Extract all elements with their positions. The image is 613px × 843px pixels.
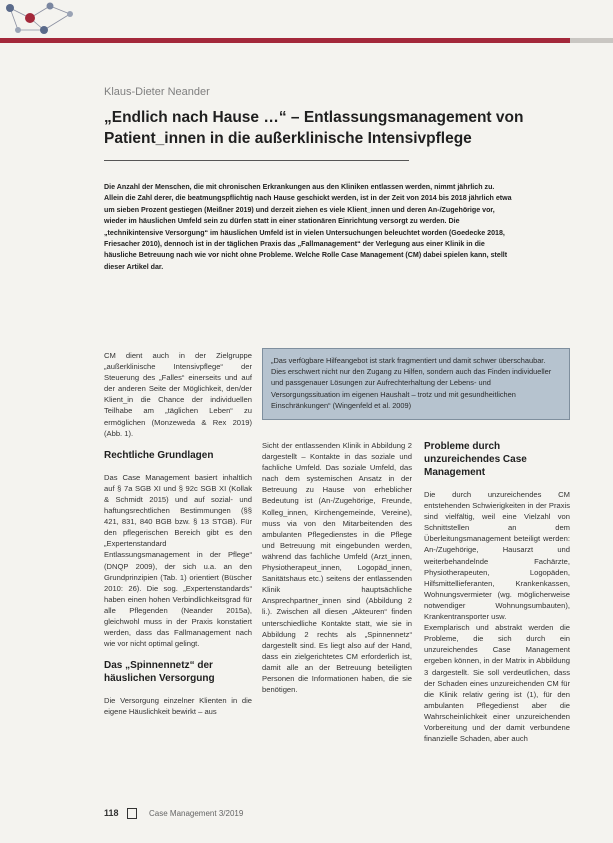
column-2 [262,440,412,695]
section-heading-spiderweb: Das „Spinnennetz“ der häuslichen Versorgung [104,660,215,685]
network-logo-icon [0,0,90,40]
pull-quote: „Das verfügbare Hilfeangebot ist stark fragmentiert und damit schwer überschaubar. Dies erschwert nicht nur den Zugang zu Hilfen, sondern auch das Finden individueller und passgenauer Lösungen zur Aufrechterhaltung der Lebens- und Versorgungssituation im eigenen Haushalt – trotz und mit gesundheitlichen Einschränkungen“ (Wingenfeld et al. 2009) [262,348,570,420]
article-abstract: Die Anzahl der Menschen, die mit chronischen Erkrankungen aus den Kliniken entlassen werden, nimmt jährlich zu. Allein die Zahl derer, die beatmungspflichtig nach Hause geschickt werden, ist in der Zeit von 2014 bis 2018 jährlich etwa um sieben Prozent gestiegen (Meißner 2019) und derzeit ziehen es viele Klient_innen und deren An-/Zugehörige vor, wieder im häuslichen Umfeld sein zu dürfen statt in einer stationären Einrichtung versorgt zu werden. Die „technikintensive Versorgung“ im häuslichen Umfeld ist in vielen Untersuchungen beleuchtet worden (Goedecke 2018, Friesacher 2010), dennoch ist in der täglichen Praxis das „Fallmanagement“ der Verlegung aus einer Klinik in die häusliche Betreuung nach wie vor nicht ohne Probleme. Welche Rolle Case Management (CM) dabei spielen kann, stellt dieser Artikel dar. [104,183,512,271]
section-heading-problems: Probleme durch unzureichendes Case Management [424,441,527,478]
journal-box-icon [127,808,137,819]
header-accent-bar [0,38,570,43]
author-name: Klaus-Dieter Neander [104,86,210,98]
legal-paragraph: Das Case Management basiert inhaltlich auf § 7a SGB XI und § 92c SGB XI (Kollak & Schmidt 2015) und auf sozial- und haftungsrechtlichen Bestimmungen (§§ 421, 831, 840 BGB bzw. § 13 STGB). Für den pflegerischen Bereich gibt es den „Expertenstandard Entlassungsmanagement in der Pflege“ (DNQP 2009), der sich u.a. an den Grundprinzipien (Tab. 1) orientiert (Büscher 2010: 26). Die sog. „Expertenstandards“ haben einen hohen Verbindlichkeitsgrad für alle Pflegenden (Neander 2015a), gleichwohl muss in der Praxis konstatiert werden, dass das Fallmanagement nach wie vor nicht optimal gelingt. [104,472,252,649]
magazine-name: Case Management 3/2019 [149,809,244,818]
section-heading-legal: Rechtliche Grundlagen [104,449,214,461]
title-divider [104,160,409,161]
intro-paragraph: CM dient auch in der Zielgruppe „außerklinische Intensivpflege“ der Steuerung des „Falles“ einerseits und auf der anderen Seite der Möglichkeit, den/der Klient_in die Chance der individuellen Teilhabe am „täglichen Leben“ zu ermöglichen (Monzeweda & Rex 2019) (Abb. 1). [104,351,252,438]
article-title: „Endlich nach Hause …“ – Entlassungsmanagement von Patient_innen in die außerklinische Intensivpflege [104,109,524,147]
problems-paragraph-1: Die durch unzureichendes CM entstehenden Schwierigkeiten in der Praxis sind vielfältig, weil eine Vielzahl von Schnittstellen an dem Überleitungsmanagement beteiligt werden: An-/Zugehörige, Hausarzt und weiterbehandelnde Fachärzte, Physiotherapeuten, Logopäden, Hilfsmittellieferanten, Krankenkassen, Wohnungsvermieter (wg. möglicherweise notwendiger Wohnungsumbauten), Krankentransporter usw. [424,490,570,622]
page-footer [104,808,243,819]
header-accent-bar-gray [570,38,613,43]
column-3 [424,440,570,744]
spiderweb-paragraph: Die Versorgung einzelner Klienten in die eigene Häuslichkeit bewirkt – aus [104,696,252,717]
problems-paragraph-2: Exemplarisch und abstrakt werden die Probleme, die sich durch ein unzureichendes Case Management ergeben können, in der Matrix in Abbildung 3 dargestellt. Sie soll verdeutlichen, dass der Schaden eines unzureichenden CM für die Klinik relativ gering ist (1), für den ambulanten Pflegedienst aber die Wahrscheinlichkeit einer unzureichenden Vorbereitung und der damit verbundene finanzielle Schaden, aber auch [424,623,570,744]
page-number: 118 [104,808,119,818]
context-paragraph: Sicht der entlassenden Klinik in Abbildung 2 dargestellt – Kontakte in das soziale und fachliche Umfeld. Das soziale Umfeld, das nach dem systemischen Ansatz in der Betreuung zu Hause von erheblicher Bedeutung ist (An-/Zugehörige, Freunde, Kolleg_innen, Kirchengemeinde, Vereine), muss via von den Mitarbeitenden des ambulanten Pflegedienstes in die Pflege und Betreuung mit eingebunden werden, während das fachliche Umfeld (Arzt_innen, Physiotherapeut_innen, Logopäd_innen, Sanitätshaus etc.) seitens der entlassenden Klinik hauptsächliche Ansprechpartner_innen sind (Abbildung 2 li.). Zwischen all diesen „Akteuren“ finden unterschiedliche Kontakte statt, wie sie in Abbildung 2 rechts als „Spinnennetz“ dargestellt sind. Es liegt also auf der Hand, dass ein zielgerichtetes CM erforderlich ist, damit alle an der Betreuung beteiligten Personen die Informationen haben, die sie benötigen. [262,441,412,695]
column-1 [104,350,252,717]
